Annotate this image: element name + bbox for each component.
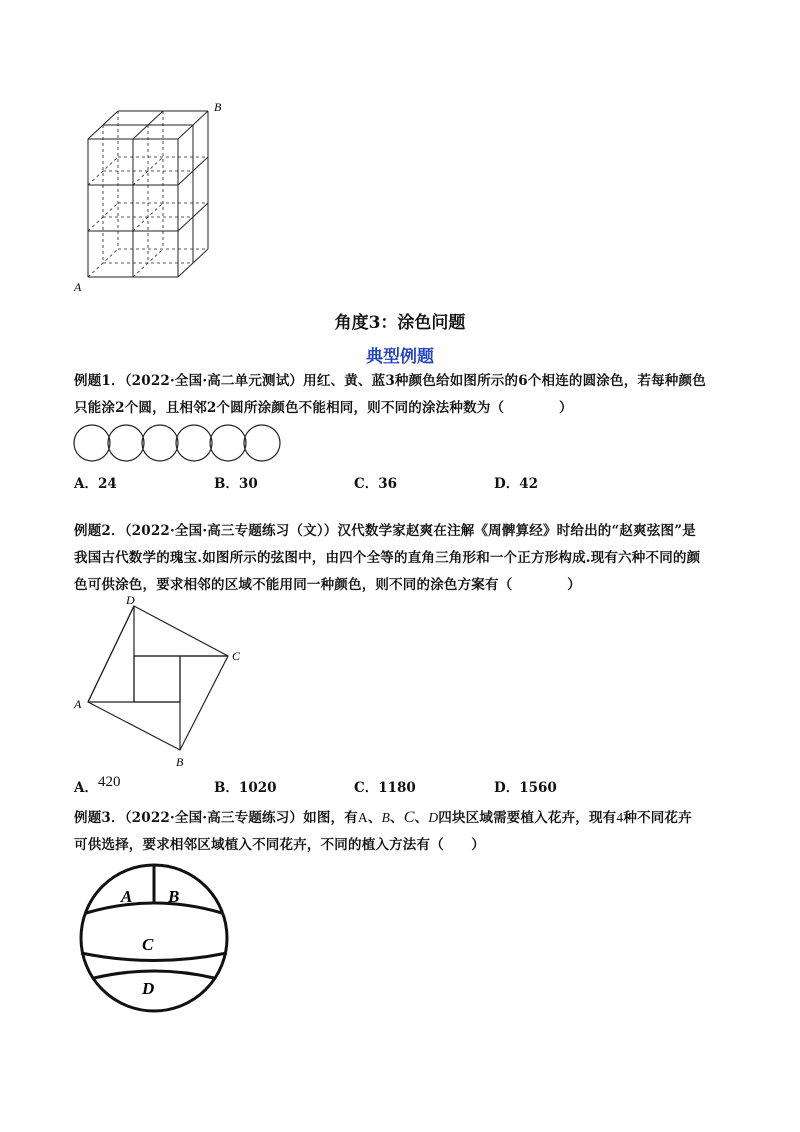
diagram-label-c: C bbox=[232, 649, 241, 663]
region-curve-low bbox=[94, 971, 214, 978]
example1-line2: 只能涂2个圆，且相邻2个圆所涂颜色不能相同，则不同的涂法种数为（ ） bbox=[74, 400, 573, 416]
region-label-d: D bbox=[142, 979, 155, 998]
example3-line1: 例题3．（2022·全国·高三专题练习）如图，有A、B、C、D四块区域需要植入花卉，现有4种不同花卉 bbox=[74, 809, 692, 826]
circle-5 bbox=[210, 425, 246, 461]
example2-option-a[interactable]: A．420 bbox=[74, 774, 121, 796]
example1-option-d[interactable]: D．42 bbox=[494, 476, 539, 492]
section-subtitle: 典型例题 bbox=[366, 347, 434, 367]
region-curve-top bbox=[86, 903, 222, 913]
region-label-a: A bbox=[121, 887, 133, 906]
example1-line1: 例题1．（2022·全国·高二单元测试）用红、黄、蓝3种颜色给如图所示的6个相连的圆涂色，若每种颜色 bbox=[74, 373, 706, 389]
diagram-label-b: B bbox=[176, 755, 184, 769]
section-title: 角度3：涂色问题 bbox=[334, 313, 466, 333]
example1-option-b[interactable]: B．30 bbox=[214, 476, 258, 492]
circle-4 bbox=[176, 425, 212, 461]
circle-1 bbox=[74, 425, 110, 461]
six-circles-figure bbox=[72, 423, 282, 463]
circle-2 bbox=[108, 425, 144, 461]
example2-option-b[interactable]: B．1020 bbox=[214, 780, 277, 796]
example2-option-d[interactable]: D．1560 bbox=[494, 780, 557, 796]
example2-line1: 例题2．（2022·全国·高三专题练习（文））汉代数学家赵爽在注解《周髀算经》时给出的“赵爽弦图”是 bbox=[74, 523, 696, 539]
diagram-label-d: D bbox=[126, 594, 135, 607]
circle-3 bbox=[142, 425, 178, 461]
example2-option-c[interactable]: C．1180 bbox=[354, 780, 416, 796]
example3-text bbox=[74, 804, 734, 859]
example1-option-a[interactable]: A．24 bbox=[74, 476, 117, 492]
example2-text bbox=[74, 518, 734, 599]
example2-line3: 色可供涂色，要求相邻的区域不能用同一种颜色，则不同的涂色方案有（ ） bbox=[74, 577, 581, 593]
region-label-b: B bbox=[168, 887, 180, 906]
cube-label-a: A bbox=[74, 280, 82, 294]
flower-region-diagram bbox=[76, 858, 236, 1018]
example2-line2: 我国古代数学的瑰宝.如图所示的弦图中，由四个全等的直角三角形和一个正方形构成.现有六种不同的颜 bbox=[74, 550, 701, 566]
cube-stack-figure bbox=[70, 95, 240, 295]
region-curve-mid bbox=[81, 953, 227, 961]
region-label-c: C bbox=[142, 935, 154, 954]
example3-line2: 可供选择，要求相邻区域植入不同花卉，不同的植入方法有（ ） bbox=[74, 837, 485, 853]
circle-6 bbox=[244, 425, 280, 461]
example1-text bbox=[74, 368, 734, 422]
diagram-label-a: A bbox=[74, 697, 82, 711]
example1-option-c[interactable]: C．36 bbox=[354, 476, 398, 492]
cube-label-b: B bbox=[214, 100, 222, 114]
zhao-shuang-diagram bbox=[70, 594, 250, 774]
